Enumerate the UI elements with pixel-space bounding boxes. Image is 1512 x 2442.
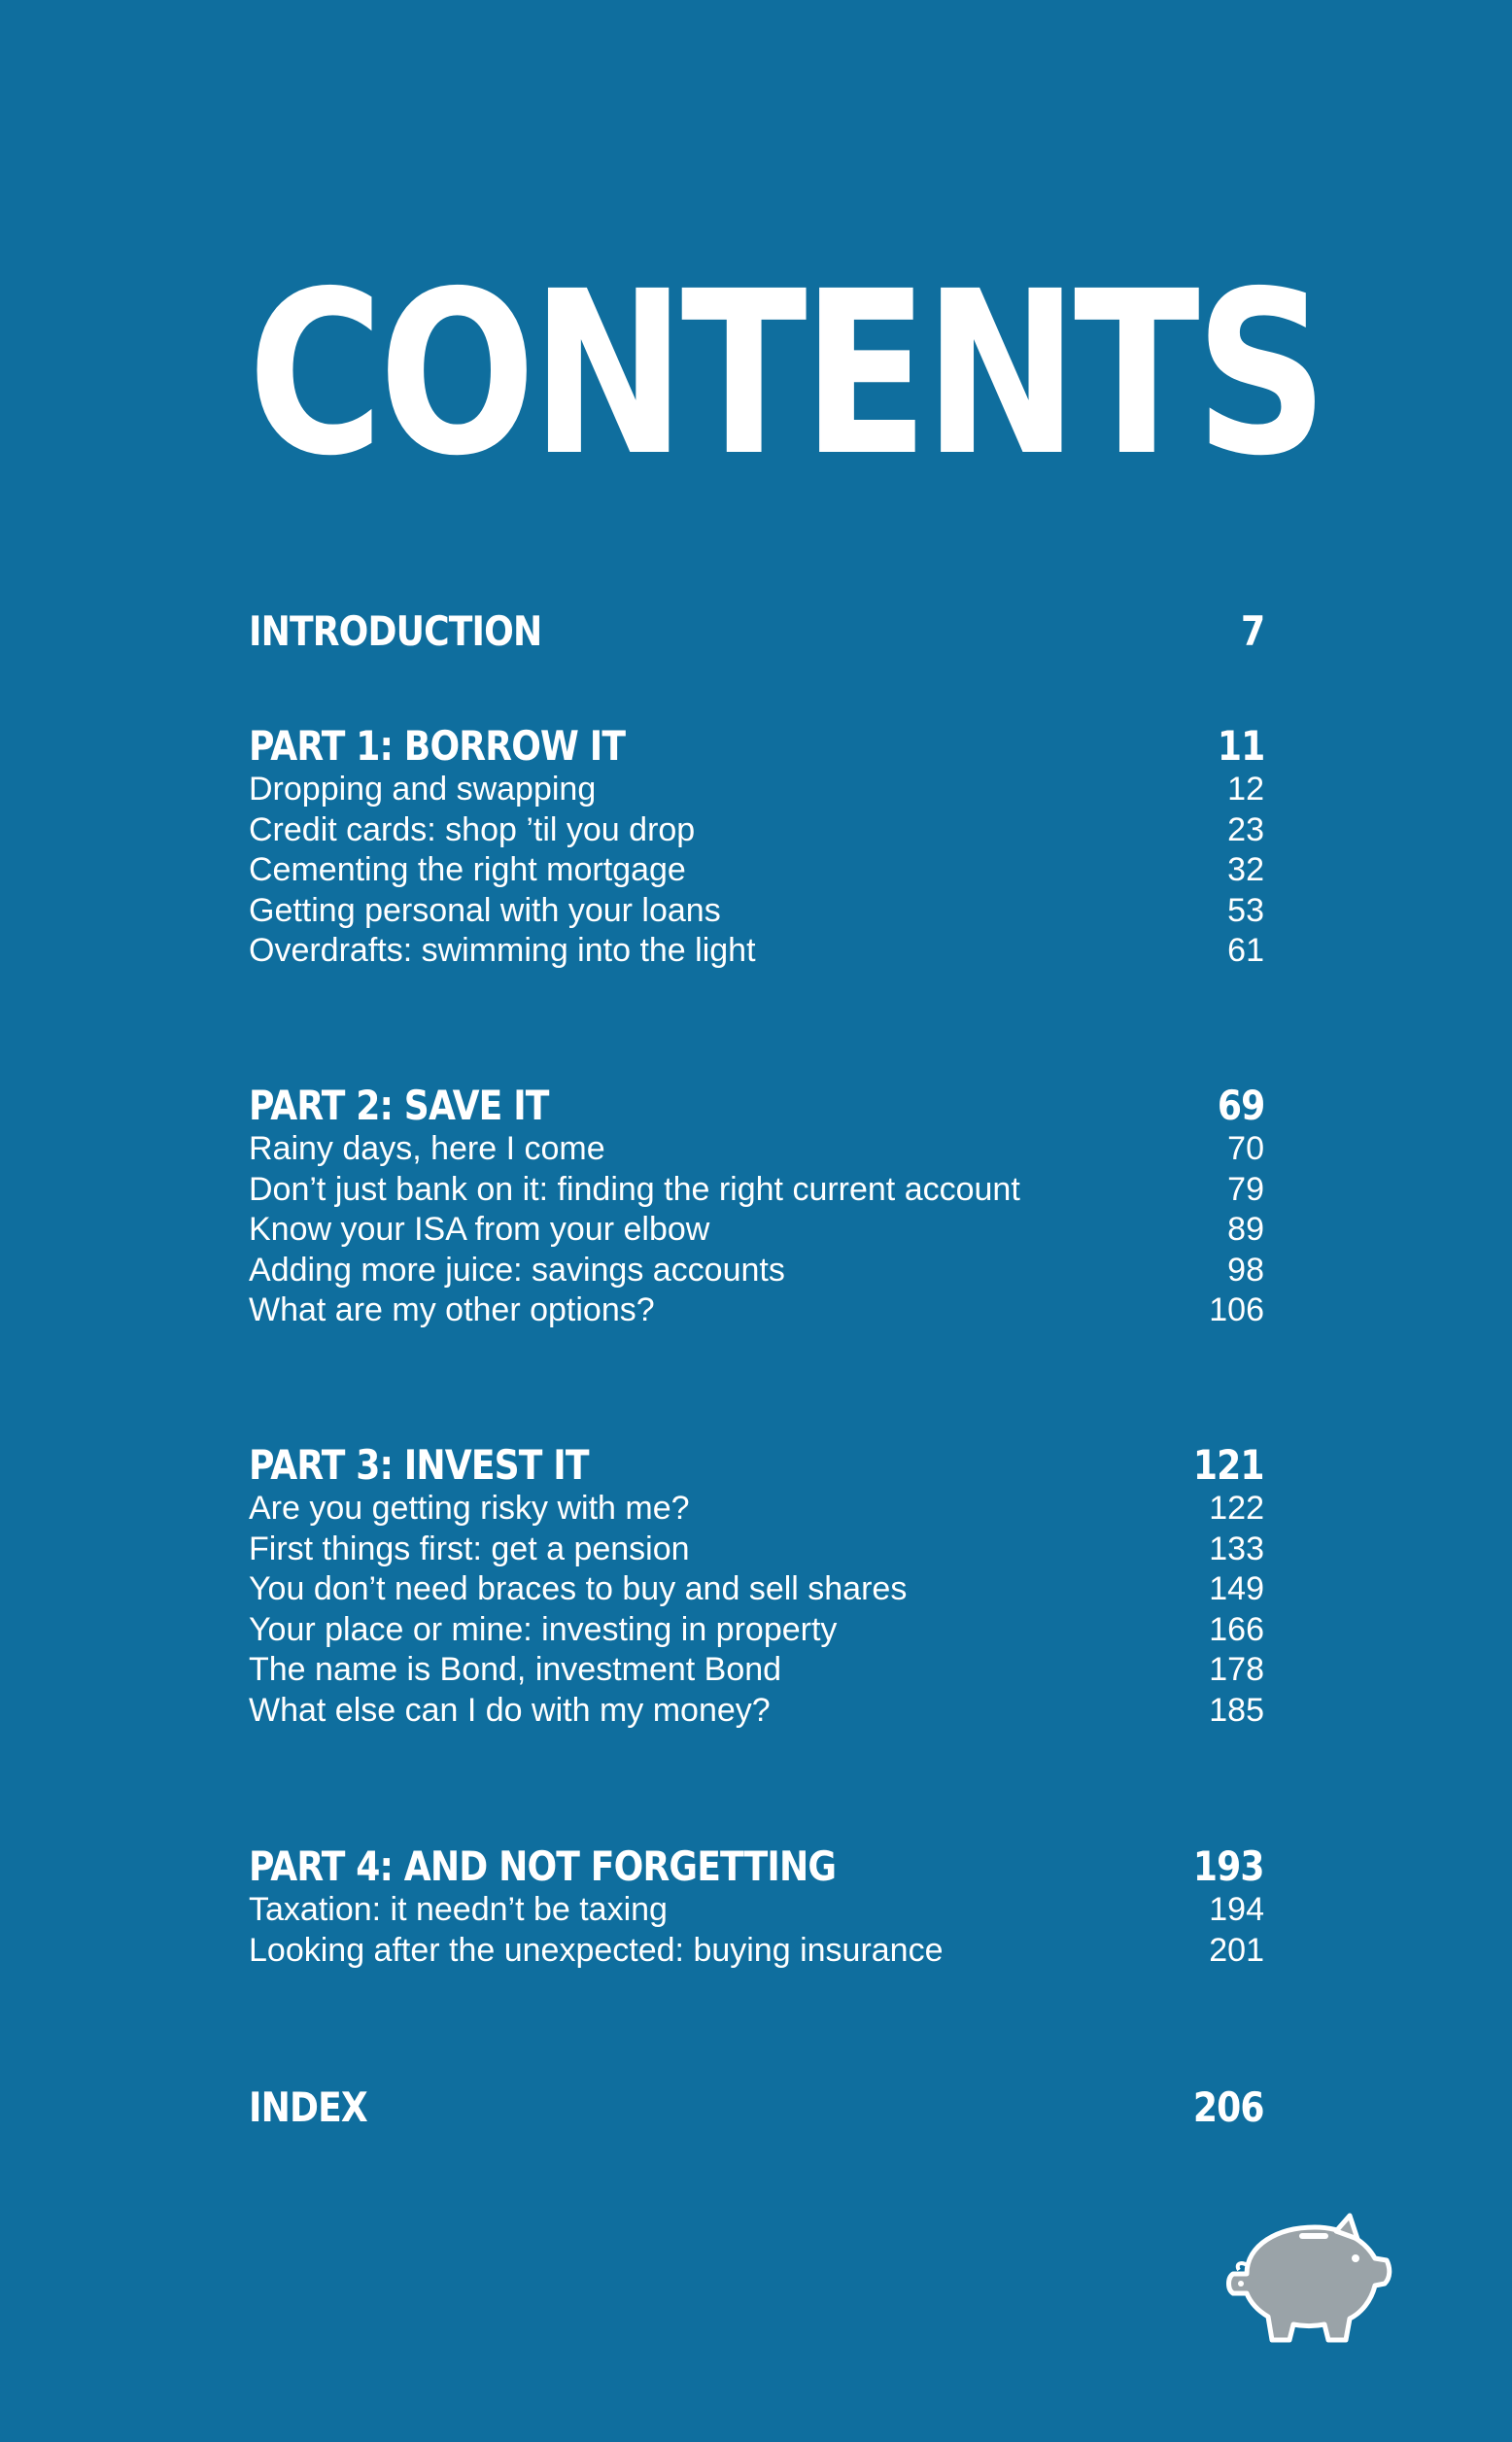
toc-heading-page: 121: [1193, 1441, 1264, 1489]
toc-entry-title: What else can I do with my money?: [249, 1691, 771, 1729]
toc-section-introduction: [249, 608, 1264, 655]
toc-entry-title: Are you getting risky with me?: [249, 1490, 690, 1527]
toc-entry-page: 61: [1227, 932, 1264, 969]
toc-entry[interactable]: [249, 931, 1264, 972]
toc-section-part-4: [249, 1843, 1264, 1971]
toc-entry[interactable]: [249, 1170, 1264, 1211]
toc-heading-label: PART 1: BORROW IT: [249, 722, 626, 770]
toc-entry-title: The name is Bond, investment Bond: [249, 1651, 782, 1688]
toc-entry-title: Cementing the right mortgage: [249, 851, 686, 888]
toc-entry[interactable]: [249, 1931, 1264, 1972]
toc-heading-label: INTRODUCTION: [249, 607, 542, 655]
toc-entry-title: Overdrafts: swimming into the light: [249, 932, 756, 969]
toc-heading-page: 193: [1193, 1842, 1264, 1890]
toc-entry-title: Getting personal with your loans: [249, 891, 721, 929]
toc-entry-title: Credit cards: shop ’til you drop: [249, 810, 696, 848]
toc-entry-title: You don’t need braces to buy and sell shares: [249, 1570, 908, 1607]
toc-entry-title: Your place or mine: investing in property: [249, 1610, 838, 1648]
toc-entry-page: 70: [1227, 1130, 1264, 1167]
toc-entry[interactable]: [249, 1650, 1264, 1691]
toc-entry-title: Know your ISA from your elbow: [249, 1211, 710, 1248]
toc-heading[interactable]: [249, 2084, 1264, 2131]
toc-section-part-3: [249, 1442, 1264, 1731]
toc-entry-title: Looking after the unexpected: buying insurance: [249, 1931, 944, 1969]
toc-entry-page: 185: [1209, 1691, 1264, 1729]
toc-entry[interactable]: [249, 1251, 1264, 1291]
toc-entry[interactable]: [249, 1290, 1264, 1331]
toc-heading[interactable]: [249, 1083, 1264, 1129]
toc-heading[interactable]: [249, 723, 1264, 770]
toc-entry-page: 133: [1209, 1530, 1264, 1567]
toc-entry-title: Dropping and swapping: [249, 771, 597, 808]
toc-entry[interactable]: [249, 891, 1264, 932]
toc-entry-title: Adding more juice: savings accounts: [249, 1251, 785, 1289]
toc-entry-page: 89: [1227, 1211, 1264, 1248]
piggy-bank-icon: [1220, 2206, 1394, 2352]
toc-section-part-2: [249, 1083, 1264, 1331]
toc-section-index: [249, 2084, 1264, 2131]
toc-entry-page: 12: [1227, 771, 1264, 808]
toc-entry-page: 23: [1227, 810, 1264, 848]
toc-heading-label: PART 3: INVEST IT: [249, 1441, 589, 1489]
toc-entry[interactable]: [249, 1129, 1264, 1170]
toc-entry-title: First things first: get a pension: [249, 1530, 690, 1567]
toc-entry[interactable]: [249, 1890, 1264, 1931]
toc-entry[interactable]: [249, 1530, 1264, 1570]
toc-entry-page: 166: [1209, 1610, 1264, 1648]
toc-entry-page: 178: [1209, 1651, 1264, 1688]
toc-entry-page: 106: [1209, 1291, 1264, 1328]
toc-entry-title: Taxation: it needn’t be taxing: [249, 1891, 668, 1928]
toc-entry-title: What are my other options?: [249, 1291, 655, 1328]
toc-heading-label: PART 2: SAVE IT: [249, 1082, 549, 1129]
toc-heading[interactable]: [249, 1843, 1264, 1890]
toc-section-part-1: [249, 723, 1264, 972]
toc-entry[interactable]: [249, 1210, 1264, 1251]
toc-entry-page: 32: [1227, 851, 1264, 888]
toc-heading[interactable]: [249, 608, 1264, 655]
toc-entry[interactable]: [249, 1691, 1264, 1732]
toc-heading-page: 206: [1193, 2083, 1264, 2131]
toc-entry-page: 53: [1227, 891, 1264, 929]
toc-entry-page: 194: [1209, 1891, 1264, 1928]
toc-heading-label: PART 4: AND NOT FORGETTING: [249, 1842, 837, 1890]
toc-entry[interactable]: [249, 1489, 1264, 1530]
toc-entry-title: Don’t just bank on it: finding the right current account: [249, 1170, 1020, 1208]
toc-heading-page: 11: [1217, 722, 1264, 770]
toc-entry-page: 201: [1209, 1931, 1264, 1969]
toc-entry[interactable]: [249, 770, 1264, 810]
toc-entry[interactable]: [249, 1610, 1264, 1651]
toc-entry-page: 149: [1209, 1570, 1264, 1607]
toc-entry[interactable]: [249, 810, 1264, 851]
toc-heading-page: 7: [1240, 607, 1264, 655]
toc-entry-page: 79: [1227, 1170, 1264, 1208]
toc-entry-title: Rainy days, here I come: [249, 1130, 605, 1167]
toc-heading-page: 69: [1217, 1082, 1264, 1129]
toc-heading-label: INDEX: [249, 2083, 367, 2131]
page-title: CONTENTS: [248, 243, 1323, 505]
toc-entry-page: 122: [1209, 1490, 1264, 1527]
toc-entry-page: 98: [1227, 1251, 1264, 1289]
toc-heading[interactable]: [249, 1442, 1264, 1489]
toc-entry[interactable]: [249, 850, 1264, 891]
toc-entry[interactable]: [249, 1569, 1264, 1610]
